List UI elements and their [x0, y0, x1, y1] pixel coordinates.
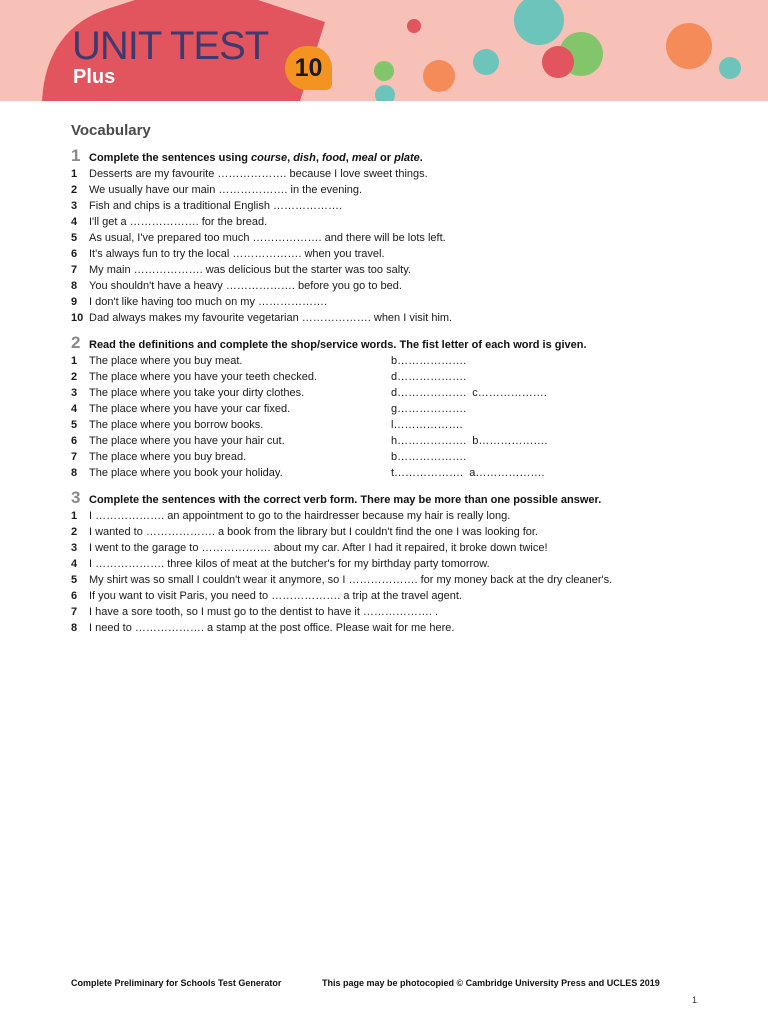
item-text: If you want to visit Paris, you need to ………………. a trip at the travel agent.: [89, 590, 462, 602]
item-text: It's always fun to try the local ………………. when you travel.: [89, 248, 385, 260]
item-text: The place where you have your hair cut.: [89, 435, 285, 447]
list-item: [71, 182, 711, 198]
item-number: 3: [71, 542, 78, 554]
item-text: I'll get a ………………. for the bread.: [89, 216, 268, 228]
list-item: [71, 588, 711, 604]
exercise-instruction: Complete the sentences using course, dish, food, meal or plate.: [89, 152, 423, 164]
item-text: I need to ………………. a stamp at the post office. Please wait for me here.: [89, 622, 455, 634]
item-text: My shirt was so small I couldn't wear it anymore, so I ………………. for my money back at the dry cleaner's.: [89, 574, 613, 586]
answer-blank: b……………….: [391, 355, 467, 367]
answer-blank: d……………….: [391, 371, 467, 383]
list-item: [71, 401, 711, 417]
item-list: [71, 353, 711, 481]
list-item: [71, 262, 711, 278]
page-number: 1: [692, 995, 698, 1005]
item-text: The place where you borrow books.: [89, 419, 264, 431]
exercise-2: [71, 333, 711, 481]
item-text: You shouldn't have a heavy ………………. before you go to bed.: [89, 280, 402, 292]
bubble-pink-tiny: [407, 19, 421, 33]
item-number: 7: [71, 451, 78, 463]
list-item: [71, 620, 711, 636]
item-number: 7: [71, 606, 78, 618]
exercise-1: [71, 146, 711, 326]
item-number: 3: [71, 200, 78, 212]
item-number: 5: [71, 419, 78, 431]
item-text: Desserts are my favourite ………………. because I love sweet things.: [89, 168, 428, 180]
item-text: The place where you buy meat.: [89, 355, 243, 367]
item-text: I went to the garage to ………………. about my car. After I had it repaired, it broke down twice!: [89, 542, 548, 554]
item-number: 6: [71, 435, 78, 447]
list-item: [71, 449, 711, 465]
unit-number-badge: 10: [285, 46, 332, 90]
item-text: Fish and chips is a traditional English ……………….: [89, 200, 343, 212]
item-text: I don't like having too much on my ……………….: [89, 296, 328, 308]
list-item: [71, 556, 711, 572]
item-text: My main ………………. was delicious but the starter was too salty.: [89, 264, 411, 276]
header-banner: [0, 0, 768, 101]
item-text: The place where you book your holiday.: [89, 467, 283, 479]
item-text: As usual, I've prepared too much ………………. and there will be lots left.: [89, 232, 446, 244]
item-text: The place where you have your teeth checked.: [89, 371, 318, 383]
list-item: [71, 166, 711, 182]
item-number: 9: [71, 296, 78, 308]
exercise-number: 2: [71, 333, 81, 352]
list-item: [71, 540, 711, 556]
list-item: [71, 294, 711, 310]
section-title: Vocabulary: [71, 122, 151, 139]
bubble-green-small: [374, 61, 394, 81]
exercise-number: 1: [71, 146, 81, 165]
exercise-instruction: Complete the sentences with the correct verb form. There may be more than one possible answer.: [89, 494, 602, 506]
list-item: [71, 230, 711, 246]
list-item: [71, 214, 711, 230]
bubble-teal-mid: [473, 49, 499, 75]
unit-title: UNIT TEST: [72, 24, 269, 68]
exercise-3: [71, 488, 711, 636]
exercise-instruction: Read the definitions and complete the shop/service words. The fist letter of each word is given.: [89, 339, 587, 351]
list-item: [71, 310, 711, 326]
item-list: [71, 508, 711, 636]
item-number: 1: [71, 355, 78, 367]
bubble-orange-large: [666, 23, 712, 69]
item-number: 8: [71, 467, 78, 479]
item-text: I wanted to ………………. a book from the library but I couldn't find the one I was looking for.: [89, 526, 539, 538]
answer-blank: b……………….: [391, 451, 467, 463]
answer-blank: t………………. a……………….: [391, 467, 545, 479]
bubble-teal-tiny: [375, 85, 395, 101]
list-item: [71, 385, 711, 401]
item-number: 1: [71, 510, 78, 522]
footer-copyright: This page may be photocopied © Cambridge University Press and UCLES 2019: [322, 978, 660, 988]
bubble-orange: [423, 60, 455, 92]
list-item: [71, 604, 711, 620]
item-text: The place where you have your car fixed.: [89, 403, 291, 415]
list-item: [71, 198, 711, 214]
item-text: I have a sore tooth, so I must go to the dentist to have it ………………. .: [89, 606, 439, 618]
item-text: I ………………. an appointment to go to the hairdresser because my hair is really long.: [89, 510, 511, 522]
bubble-teal-large: [514, 0, 564, 45]
item-number: 3: [71, 387, 78, 399]
bubble-teal-small: [719, 57, 741, 79]
item-number: 2: [71, 371, 78, 383]
unit-subtitle: Plus: [73, 66, 116, 88]
item-number: 8: [71, 622, 78, 634]
item-text: We usually have our main ………………. in the evening.: [89, 184, 363, 196]
answer-blank: l……………….: [391, 419, 463, 431]
list-item: [71, 417, 711, 433]
footer-title: Complete Preliminary for Schools Test Generator: [71, 978, 282, 988]
item-number: 10: [71, 312, 84, 324]
item-list: [71, 166, 711, 326]
item-number: 2: [71, 184, 78, 196]
bubble-pink: [542, 46, 574, 78]
exercise-number: 3: [71, 488, 81, 507]
item-number: 7: [71, 264, 78, 276]
item-number: 4: [71, 403, 78, 415]
answer-blank: g……………….: [391, 403, 467, 415]
list-item: [71, 278, 711, 294]
list-item: [71, 353, 711, 369]
item-number: 6: [71, 590, 78, 602]
list-item: [71, 246, 711, 262]
list-item: [71, 369, 711, 385]
item-text: The place where you buy bread.: [89, 451, 247, 463]
answer-blank: h………………. b……………….: [391, 435, 548, 447]
item-number: 4: [71, 216, 78, 228]
list-item: [71, 572, 711, 588]
item-number: 6: [71, 248, 78, 260]
item-number: 8: [71, 280, 78, 292]
item-text: The place where you take your dirty clothes.: [89, 387, 305, 399]
item-text: I ………………. three kilos of meat at the butcher's for my birthday party tomorrow.: [89, 558, 490, 570]
item-number: 5: [71, 574, 78, 586]
item-text: Dad always makes my favourite vegetarian ………………. when I visit him.: [89, 312, 453, 324]
item-number: 2: [71, 526, 78, 538]
list-item: [71, 524, 711, 540]
list-item: [71, 433, 711, 449]
item-number: 4: [71, 558, 78, 570]
item-number: 5: [71, 232, 78, 244]
list-item: [71, 465, 711, 481]
list-item: [71, 508, 711, 524]
item-number: 1: [71, 168, 78, 180]
answer-blank: d………………. c……………….: [391, 387, 547, 399]
